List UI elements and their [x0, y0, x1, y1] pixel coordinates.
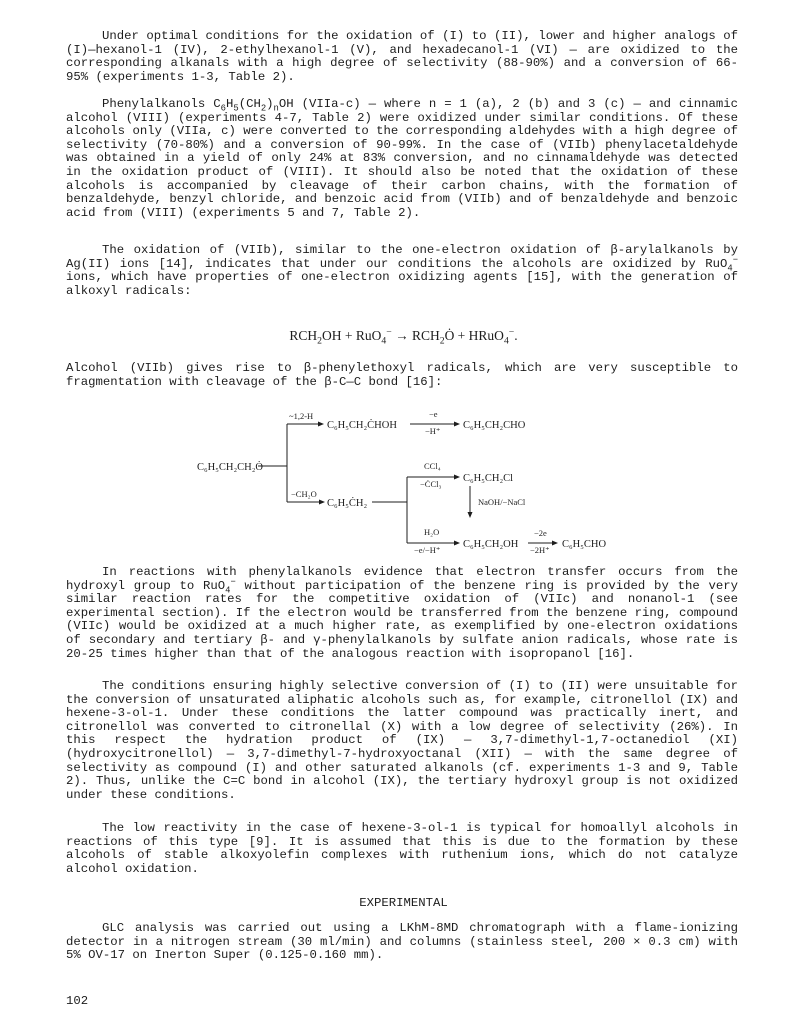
scheme-ccl4-arrowhead — [454, 475, 460, 480]
paragraph-glc-analysis: GLC analysis was carried out using a LKhM-8MD chromatograph with a flame-ionizing detector in a nitrogen stream (30 ml/min) and columns (stainless steel, 200 × 0.3 cm) with 5% OV-17 on Inerton Super (0.125-0.160 mm). — [66, 921, 738, 963]
paragraph-electron-transfer: In reactions with phenylalkanols evidence that electron transfer occurs from the hydroxyl group to RuO$_4$− without participation of the benzene ring is provided by the very similar reaction rates for the competitive oxidation of (VIIc) and nonanol-1 (see experimental section). If the electron would be transferred from the benzene ring, compound (VIIc) would be oxidized at a much higher rate, as exemplified by one-electron oxidations of secondary and tertiary β- and γ-phenylalkanols by sulfate anion radicals, whose rate is 20-25 times higher than that of the analogous reaction with isopropanol [16]. — [66, 565, 738, 661]
page-number: 102 — [66, 994, 89, 1008]
paragraph-unsaturated-alcohols: The conditions ensuring highly selective conversion of (I) to (II) were unsuitable for the conversion of unsaturated aliphatic alcohols such as, for example, citronellol (IX) and hexene-3-ol-1. Under these conditions the latter compound was practically inert, and citronellol was converted to citronellal (X) with a low degree of selectivity (26%). In this respect the hydration product of (IX) — 3,7-dimethyl-1,7-octanediol (XI) (hydroxycitronellol) — 3,7-dimethyl-7-hydroxyoctanal (XII) — with the same degree of selectivity as compound (I) and other saturated alkanols (cf. experiments 1-3 and 9, Table 2). Thus, unlike the C=C bond in alcohol (IX), the tertiary hydroxyl group is not oxidized under these conditions. — [66, 679, 738, 802]
scheme-top-product: C₆H₅CH₂ĊHOH — [327, 420, 397, 431]
fragmentation-scheme — [0, 400, 807, 555]
scheme-water-below: −e/−H⁺ — [414, 545, 441, 555]
scheme-benzyl-alcohol: C₆H₅CH₂OH — [463, 539, 519, 550]
scheme-start-radical: C₆H₅CH₂CH₂Ȯ — [197, 462, 263, 473]
scheme-ccl4-below: −ĊCl₃ — [420, 479, 442, 489]
paragraph-phenylalkanols: Phenylalkanols $C_6H_5(CH_2)_nOH$ (VIIa-c) — where n = 1 (a), 2 (b) and 3 (c) — and cinnamic alcohol (VIII) (experiments 4-7, Table 2) were oxidized under similar conditions. Of these alcohols only (VIIa, c) were converted to the corresponding aldehydes with a high degree of selectivity (70-80%) and a conversion of 90-99%. In the case of (VIIb) phenylacetaldehyde was obtained in a yield of only 24% at 83% conversion, and no cinnamaldehyde was detected in the oxidation product of (VIII). It should also be noted that the oxidation of these alcohols is accompanied by cleavage of their carbon chains, with the formation of benzaldehyde, benzyl chloride, and benzoic acid from (VIIb) and of benzaldehyde and benzoic acid from (VIII) (experiments 5 and 7, Table 2). — [66, 97, 738, 220]
scheme-ox-arrowhead — [552, 541, 558, 546]
scheme-top-arrow-below: −H⁺ — [425, 426, 441, 436]
scheme-ox-above: −2e — [534, 528, 547, 538]
scheme-water-arrowhead — [454, 541, 460, 546]
scheme-naoh-arrowhead — [468, 512, 473, 518]
paragraph-fragmentation: Alcohol (VIIb) gives rise to β-phenylethoxyl radicals, which are very susceptible to fragmentation with cleavage of the β-C—C bond [16]: — [66, 361, 738, 389]
scheme-water-above: H₂O — [424, 527, 440, 537]
scheme-top-arrowhead — [318, 422, 324, 427]
scheme-naoh-label: NaOH/−NaCl — [478, 497, 526, 507]
paragraph-homoallyl: The low reactivity in the case of hexene-3-ol-1 is typical for homoallyl alcohols in reactions of this type [9]. It is assumed that this is due to the formation by these alcohols of stable alkoxyolefin complexes with ruthenium ions, which do not catalyze alcohol oxidation. — [66, 821, 738, 876]
equation-alkoxyl-radical: $RCH_2OH + RuO_4^-$ → $RCH_2Ȯ$ + HRuO$_4$−. — [289, 326, 518, 347]
scheme-benzaldehyde: C₆H₅CHO — [562, 539, 607, 550]
scheme-benzyl-radical: C₆H₅ĊH₂ — [327, 498, 368, 509]
scheme-top-condition: ~1,2-H — [289, 411, 314, 421]
paragraph-lower-higher-analogs: Under optimal conditions for the oxidation of (I) to (II), lower and higher analogs of (I)—hexanol-1 (IV), 2-ethylhexanol-1 (V), and hexadecanol-1 (VI) — are oxidized to the corresponding alkanals with a high degree of selectivity (88-90%) and a conversion of 66-95% (experiments 1-3, Table 2). — [66, 29, 738, 84]
paragraph-oxidation-mechanism: The oxidation of (VIIb), similar to the one-electron oxidation of β-arylalkanols by Ag(II) ions [14], indicates that under our conditions the alcohols are oxidized by RuO$_4$− ions, which have properties of one-electron oxidizing agents [15], with the generation of alkoxyl radicals: — [66, 243, 738, 298]
scheme-mid-arrowhead — [319, 500, 325, 505]
section-heading-experimental: EXPERIMENTAL — [359, 896, 448, 910]
scheme-benzyl-chloride: C₆H₅CH₂Cl — [463, 473, 514, 484]
scheme-top-final-aldehyde: C₆H₅CH₂CHO — [463, 420, 526, 431]
scheme-ox-below: −2H⁺ — [530, 545, 550, 555]
scheme-top-arrowhead-2 — [454, 422, 460, 427]
scheme-ccl4-above: CCl₄ — [424, 461, 441, 471]
scheme-top-arrow-above: −e — [429, 409, 438, 419]
scheme-mid-condition: −CH₂O — [291, 489, 317, 499]
